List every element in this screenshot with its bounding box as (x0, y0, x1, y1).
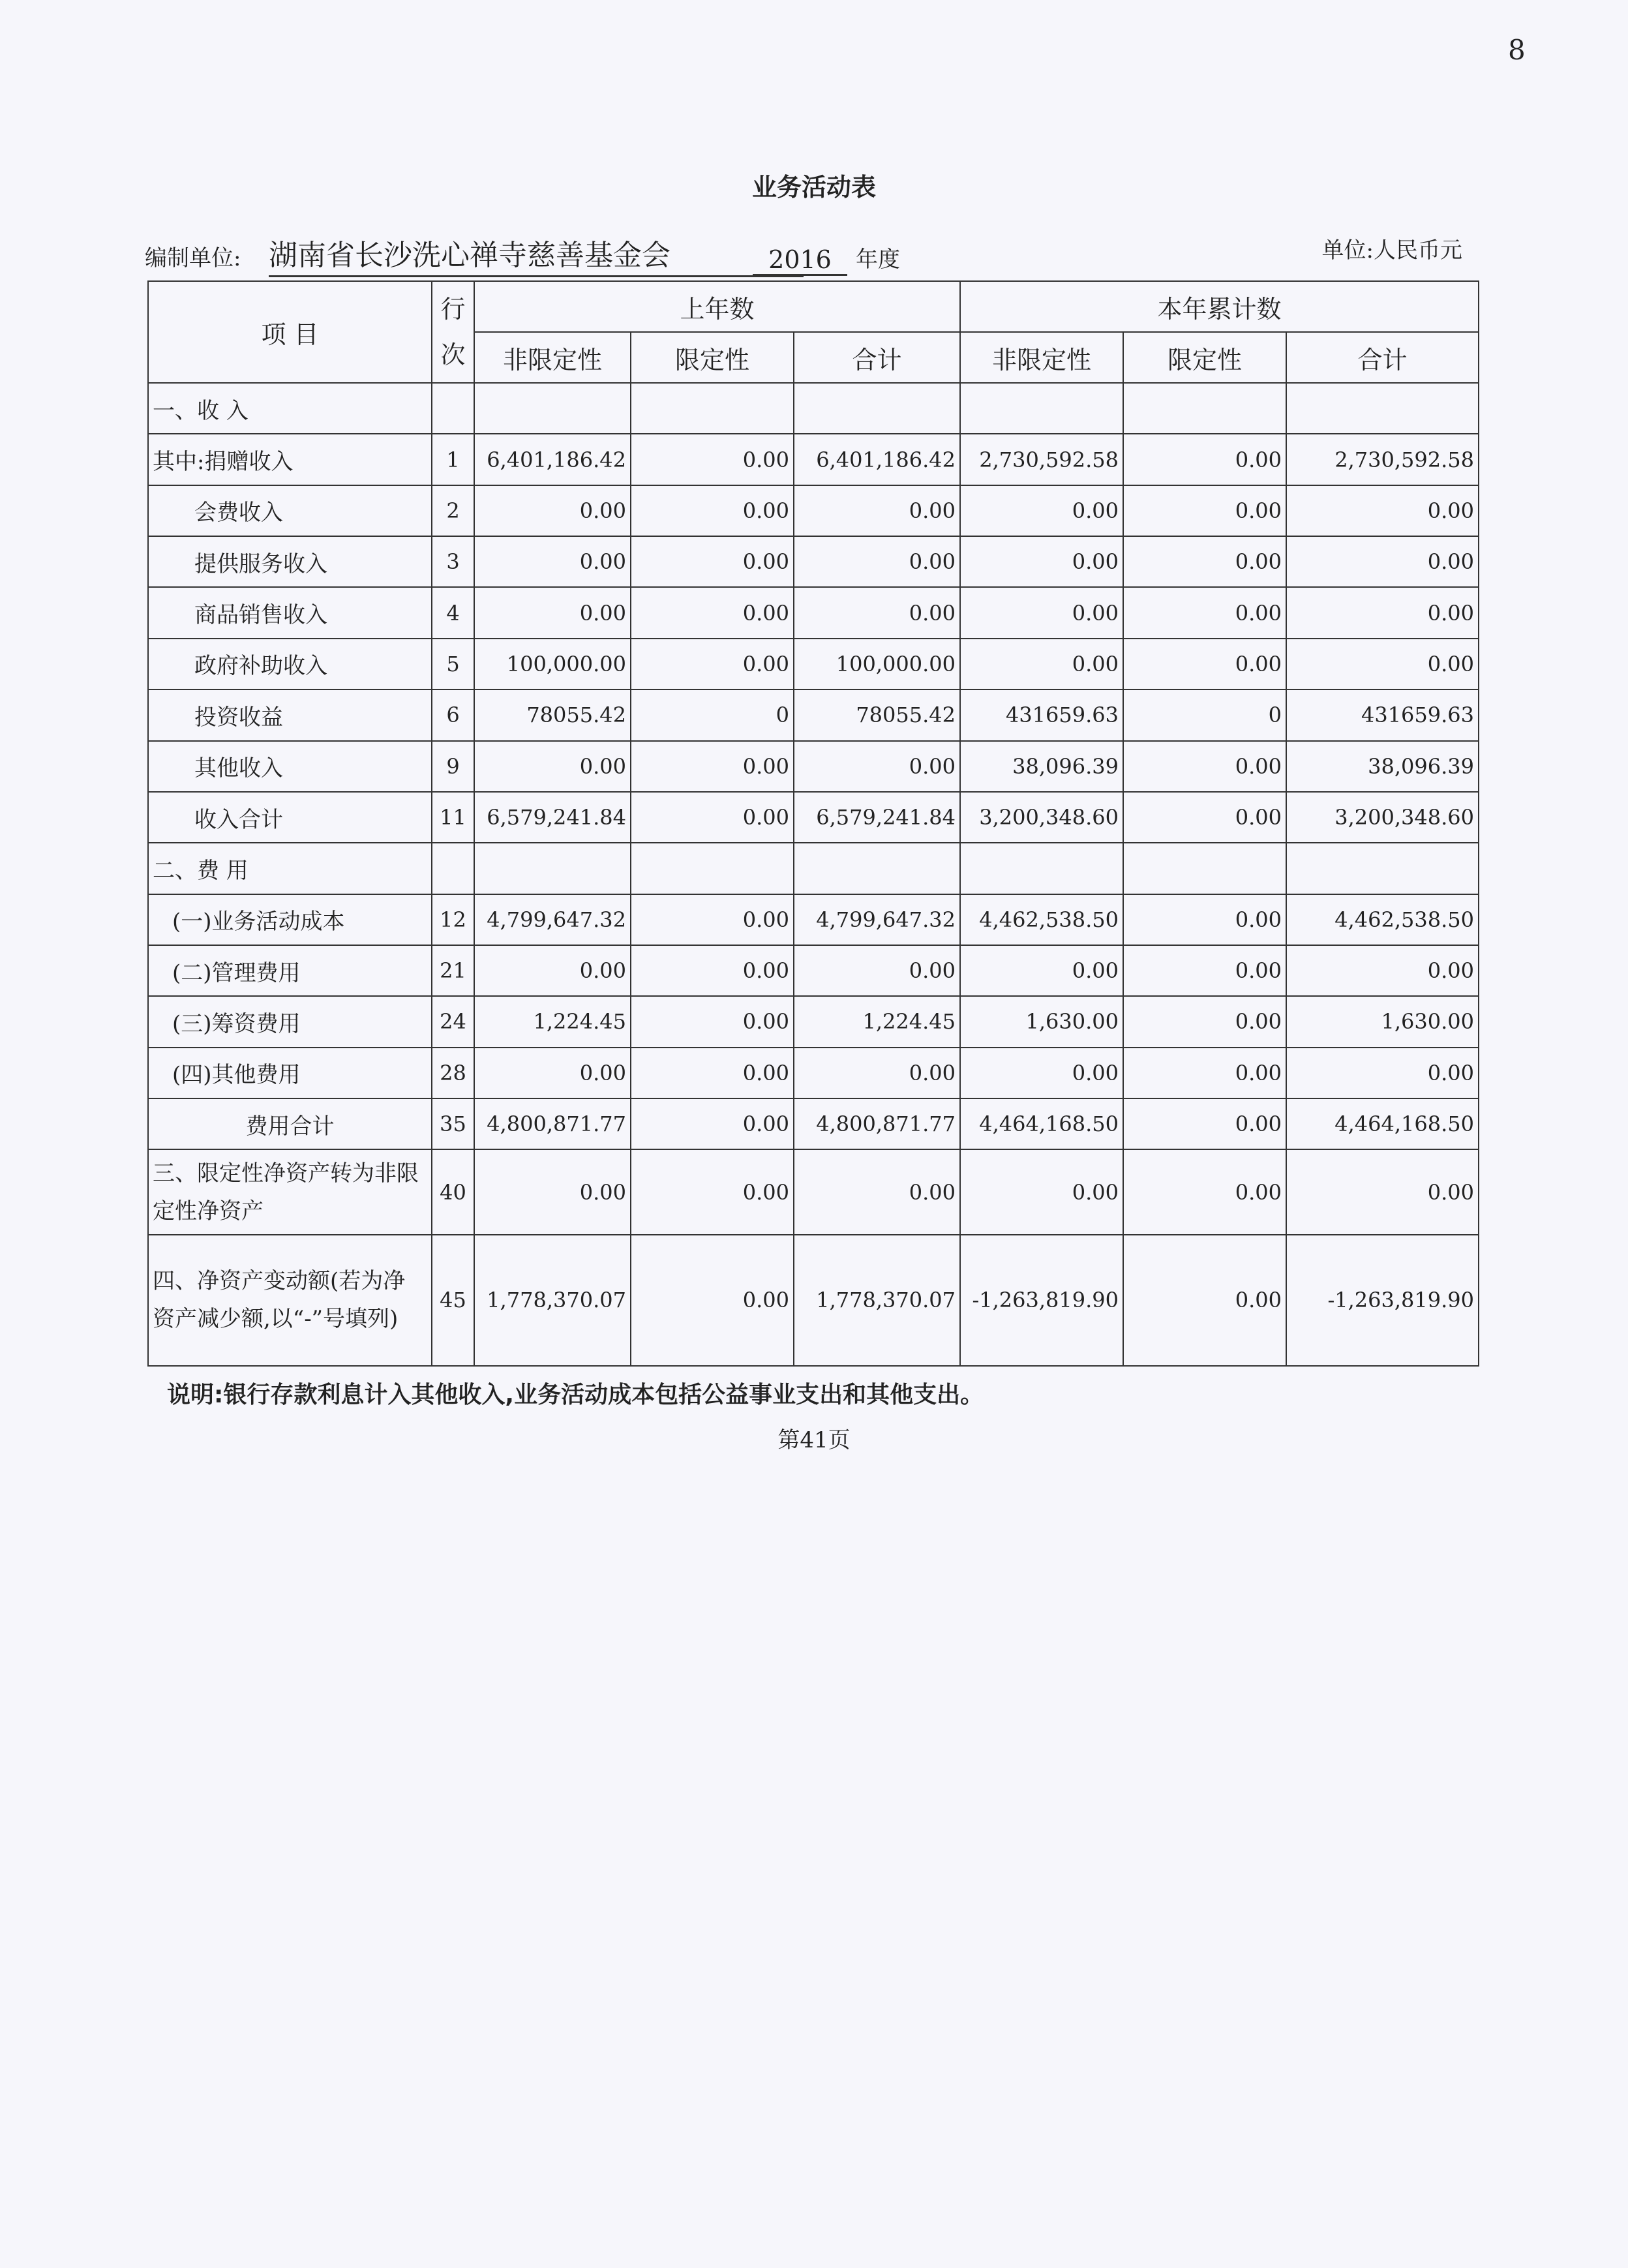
cell-cr (1123, 843, 1286, 894)
cell-pr: 0 (631, 689, 794, 740)
table-row (148, 485, 1479, 536)
table-row (148, 894, 1479, 945)
table-row (148, 945, 1479, 996)
cell-ct (1286, 843, 1479, 894)
cell-ct: 1,630.00 (1286, 996, 1479, 1047)
cell-cu: 1,630.00 (960, 996, 1123, 1047)
cell-pu: 0.00 (474, 945, 631, 996)
page-title: 业务活动表 (751, 173, 876, 202)
activity-table (147, 280, 1479, 1367)
cell-pu: 4,800,871.77 (474, 1098, 631, 1149)
cell-pr: 0.00 (631, 536, 794, 587)
cell-ct: 0.00 (1286, 639, 1479, 689)
cell-pu: 0.00 (474, 485, 631, 536)
cell-cr: 0.00 (1123, 639, 1286, 689)
cell-cu: 0.00 (960, 639, 1123, 689)
cell-ct: 4,462,538.50 (1286, 894, 1479, 945)
row-number: 3 (432, 536, 474, 587)
table-row (148, 639, 1479, 689)
table-note: 说明:银行存款利息计入其他收入,业务活动成本包括公益事业支出和其他支出。 (167, 1382, 984, 1408)
row-number: 5 (432, 639, 474, 689)
cell-cr: 0.00 (1123, 1098, 1286, 1149)
cell-ct: 0.00 (1286, 536, 1479, 587)
cell-cr: 0.00 (1123, 536, 1286, 587)
cell-cr (1123, 383, 1286, 434)
cell-ct: -1,263,819.90 (1286, 1235, 1479, 1366)
cell-cr: 0.00 (1123, 485, 1286, 536)
cell-pu: 6,401,186.42 (474, 434, 631, 485)
cell-pu: 1,224.45 (474, 996, 631, 1047)
cell-ct: 2,730,592.58 (1286, 434, 1479, 485)
row-item-label: 其他收入 (148, 741, 432, 792)
col-header-item: 项 目 (148, 281, 432, 383)
row-item-label: (二)管理费用 (148, 945, 432, 996)
table-row (148, 1048, 1479, 1098)
cell-cr: 0.00 (1123, 996, 1286, 1047)
table-row (148, 434, 1479, 485)
table-row (148, 843, 1479, 894)
cell-cr: 0.00 (1123, 945, 1286, 996)
cell-cu: 0.00 (960, 1149, 1123, 1235)
cell-cu: 4,462,538.50 (960, 894, 1123, 945)
cell-pt: 0.00 (794, 536, 960, 587)
row-number: 28 (432, 1048, 474, 1098)
cell-pt: 1,778,370.07 (794, 1235, 960, 1366)
currency-unit: 单位:人民币元 (1321, 237, 1462, 264)
table-row (148, 587, 1479, 638)
cell-pu: 6,579,241.84 (474, 792, 631, 843)
org-name-field: 湖南省长沙洗心禅寺慈善基金会 (269, 236, 804, 277)
cell-pt: 0.00 (794, 945, 960, 996)
cell-pt (794, 843, 960, 894)
cell-cu: 0.00 (960, 1048, 1123, 1098)
cell-cu (960, 843, 1123, 894)
cell-pt: 0.00 (794, 1048, 960, 1098)
table-row (148, 689, 1479, 740)
cell-cu: 38,096.39 (960, 741, 1123, 792)
cell-cr: 0.00 (1123, 434, 1286, 485)
cell-pu: 100,000.00 (474, 639, 631, 689)
cell-ct (1286, 383, 1479, 434)
col-header-prev-unrestricted: 非限定性 (474, 332, 631, 383)
cell-cu: 3,200,348.60 (960, 792, 1123, 843)
row-number: 24 (432, 996, 474, 1047)
cell-pu: 78055.42 (474, 689, 631, 740)
cell-pu: 0.00 (474, 536, 631, 587)
cell-ct: 0.00 (1286, 1149, 1479, 1235)
cell-pt (794, 383, 960, 434)
row-item-label: 二、费 用 (148, 843, 432, 894)
row-number: 11 (432, 792, 474, 843)
col-header-curr-unrestricted: 非限定性 (960, 332, 1123, 383)
row-item-label: 投资收益 (148, 689, 432, 740)
cell-ct: 0.00 (1286, 587, 1479, 638)
row-item-label: (四)其他费用 (148, 1048, 432, 1098)
cell-ct: 0.00 (1286, 945, 1479, 996)
cell-pu: 4,799,647.32 (474, 894, 631, 945)
cell-pu: 0.00 (474, 587, 631, 638)
cell-pt: 6,401,186.42 (794, 434, 960, 485)
col-header-prev-year: 上年数 (474, 281, 960, 332)
cell-pt: 100,000.00 (794, 639, 960, 689)
cell-cu: 0.00 (960, 945, 1123, 996)
row-item-label: 费用合计 (148, 1098, 432, 1149)
row-number (432, 383, 474, 434)
cell-cr: 0.00 (1123, 792, 1286, 843)
cell-ct: 0.00 (1286, 485, 1479, 536)
cell-pt: 0.00 (794, 587, 960, 638)
cell-ct: 3,200,348.60 (1286, 792, 1479, 843)
col-header-curr-year: 本年累计数 (960, 281, 1479, 332)
row-number: 35 (432, 1098, 474, 1149)
row-number: 1 (432, 434, 474, 485)
report-header (145, 225, 1462, 277)
row-item-label: (三)筹资费用 (148, 996, 432, 1047)
row-number: 45 (432, 1235, 474, 1366)
cell-pr: 0.00 (631, 587, 794, 638)
row-item-label: (一)业务活动成本 (148, 894, 432, 945)
cell-pu: 0.00 (474, 1149, 631, 1235)
cell-cr: 0.00 (1123, 587, 1286, 638)
table-row (148, 383, 1479, 434)
cell-pr: 0.00 (631, 945, 794, 996)
cell-pt: 4,800,871.77 (794, 1098, 960, 1149)
col-header-curr-restricted: 限定性 (1123, 332, 1286, 383)
row-number: 4 (432, 587, 474, 638)
cell-pr: 0.00 (631, 1149, 794, 1235)
cell-pr: 0.00 (631, 996, 794, 1047)
row-item-label: 提供服务收入 (148, 536, 432, 587)
row-item-label: 三、限定性净资产转为非限定性净资产 (148, 1149, 432, 1235)
page-label: 第41页 (777, 1427, 851, 1453)
row-number: 6 (432, 689, 474, 740)
row-item-label: 商品销售收入 (148, 587, 432, 638)
cell-cu: 2,730,592.58 (960, 434, 1123, 485)
table-row (148, 1149, 1479, 1235)
cell-pr: 0.00 (631, 1048, 794, 1098)
table-row (148, 996, 1479, 1047)
cell-ct: 431659.63 (1286, 689, 1479, 740)
cell-pu: 1,778,370.07 (474, 1235, 631, 1366)
cell-pr: 0.00 (631, 741, 794, 792)
cell-pr (631, 843, 794, 894)
cell-cr: 0.00 (1123, 1235, 1286, 1366)
cell-pt: 0.00 (794, 741, 960, 792)
cell-pt: 6,579,241.84 (794, 792, 960, 843)
cell-ct: 4,464,168.50 (1286, 1098, 1479, 1149)
cell-cu (960, 383, 1123, 434)
row-item-label: 会费收入 (148, 485, 432, 536)
table-row (148, 792, 1479, 843)
table-row (148, 741, 1479, 792)
cell-pu: 0.00 (474, 1048, 631, 1098)
cell-pr: 0.00 (631, 485, 794, 536)
cell-cr: 0.00 (1123, 741, 1286, 792)
cell-pr: 0.00 (631, 1098, 794, 1149)
cell-pt: 78055.42 (794, 689, 960, 740)
cell-ct: 0.00 (1286, 1048, 1479, 1098)
cell-cr: 0 (1123, 689, 1286, 740)
col-header-prev-total: 合计 (794, 332, 960, 383)
row-item-label: 一、收 入 (148, 383, 432, 434)
cell-pt: 0.00 (794, 485, 960, 536)
cell-pt: 0.00 (794, 1149, 960, 1235)
cell-cr: 0.00 (1123, 1048, 1286, 1098)
cell-pt: 1,224.45 (794, 996, 960, 1047)
row-item-label: 四、净资产变动额(若为净资产减少额,以“-”号填列) (148, 1235, 432, 1366)
col-header-prev-restricted: 限定性 (631, 332, 794, 383)
cell-cu: 4,464,168.50 (960, 1098, 1123, 1149)
cell-cr: 0.00 (1123, 894, 1286, 945)
row-number: 40 (432, 1149, 474, 1235)
cell-ct: 38,096.39 (1286, 741, 1479, 792)
cell-cu: 0.00 (960, 536, 1123, 587)
cell-cu: -1,263,819.90 (960, 1235, 1123, 1366)
row-item-label: 其中:捐赠收入 (148, 434, 432, 485)
col-header-curr-total: 合计 (1286, 332, 1479, 383)
cell-pt: 4,799,647.32 (794, 894, 960, 945)
cell-pr: 0.00 (631, 792, 794, 843)
cell-pr (631, 383, 794, 434)
table-row (148, 536, 1479, 587)
cell-pr: 0.00 (631, 1235, 794, 1366)
year-label: 年度 (856, 247, 900, 273)
row-number: 21 (432, 945, 474, 996)
cell-pu (474, 843, 631, 894)
table-row (148, 1235, 1479, 1366)
org-label: 编制单位: (145, 245, 241, 271)
col-header-row-no: 行 次 (432, 281, 474, 383)
row-number: 9 (432, 741, 474, 792)
table-row (148, 1098, 1479, 1149)
year-field: 2016 (753, 245, 847, 276)
cell-pu: 0.00 (474, 741, 631, 792)
cell-cu: 431659.63 (960, 689, 1123, 740)
cell-cu: 0.00 (960, 587, 1123, 638)
cell-pr: 0.00 (631, 894, 794, 945)
row-number (432, 843, 474, 894)
cell-pr: 0.00 (631, 434, 794, 485)
cell-cr: 0.00 (1123, 1149, 1286, 1235)
row-item-label: 收入合计 (148, 792, 432, 843)
row-number: 12 (432, 894, 474, 945)
cell-pu (474, 383, 631, 434)
page-number: 8 (1508, 34, 1526, 66)
cell-pr: 0.00 (631, 639, 794, 689)
row-item-label: 政府补助收入 (148, 639, 432, 689)
cell-cu: 0.00 (960, 485, 1123, 536)
row-number: 2 (432, 485, 474, 536)
